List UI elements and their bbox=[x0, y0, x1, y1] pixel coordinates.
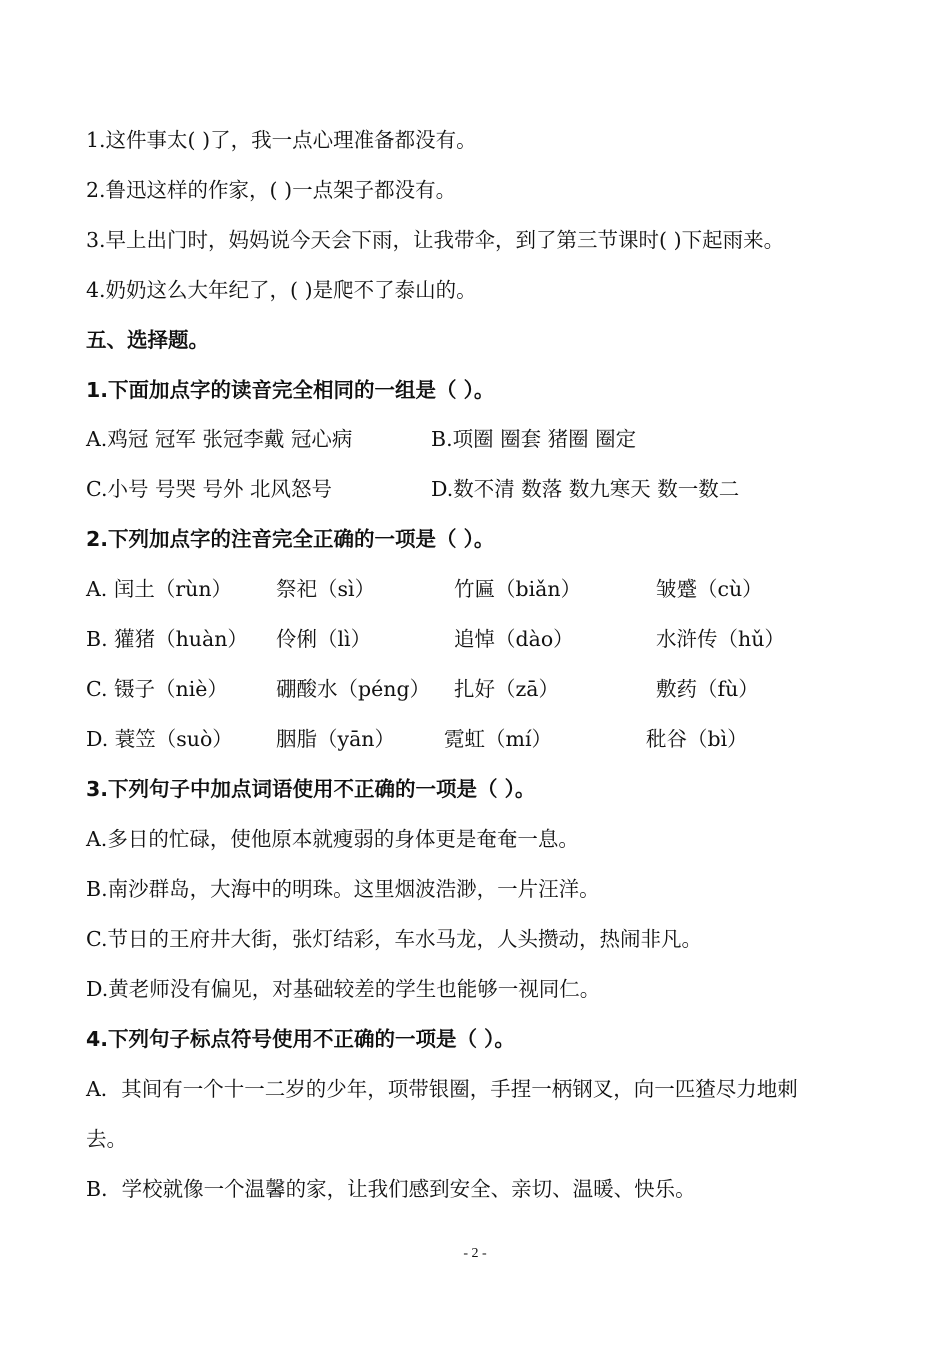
option-a: A．其间有一个十一二岁的少年，项带银圈，手捏一柄钢叉，向一匹猹尽力地刺 bbox=[86, 1077, 798, 1101]
option-d: D.数不清 数落 数九寒天 数一数二 bbox=[431, 477, 740, 501]
option-d: D.黄老师没有偏见，对基础较差的学生也能够一视同仁。 bbox=[86, 977, 601, 1001]
option-b: B.南沙群岛，大海中的明珠。这里烟波浩渺，一片汪洋。 bbox=[86, 877, 600, 901]
pinyin-cell: 伶俐（lì） bbox=[276, 627, 372, 651]
pinyin-cell: A. 闰土（rùn） bbox=[86, 577, 233, 601]
pinyin-cell: B. 獾猪（huàn） bbox=[86, 627, 248, 651]
pinyin-cell: 胭脂（yān） bbox=[276, 727, 396, 751]
question-stem: 3.下列句子中加点词语使用不正确的一项是（ ）。 bbox=[86, 777, 536, 801]
question-stem: 1.下面加点字的读音完全相同的一组是（ ）。 bbox=[86, 378, 495, 402]
section-title: 五、选择题。 bbox=[86, 328, 209, 352]
option-c: C.节日的王府井大街，张灯结彩，车水马龙，人头攒动，热闹非凡。 bbox=[86, 927, 702, 951]
pinyin-cell: 霓虹（mí） bbox=[444, 727, 552, 751]
option-a: A.多日的忙碌，使他原本就瘦弱的身体更是奄奄一息。 bbox=[86, 827, 579, 851]
pinyin-cell: 秕谷（bì） bbox=[646, 727, 748, 751]
option-b: B.项圈 圈套 猪圈 圈定 bbox=[431, 427, 637, 451]
pinyin-cell: 硼酸水（péng） bbox=[276, 677, 431, 701]
pinyin-cell: 竹匾（biǎn） bbox=[454, 577, 582, 601]
option-b: B．学校就像一个温馨的家，让我们感到安全、亲切、温暖、快乐。 bbox=[86, 1177, 696, 1201]
pinyin-cell: 祭祀（sì） bbox=[276, 577, 376, 601]
fill-item-4: 4.奶奶这么大年纪了，( )是爬不了泰山的。 bbox=[86, 278, 477, 302]
pinyin-cell: 水浒传（hǔ） bbox=[656, 627, 785, 651]
option-a: A.鸡冠 冠军 张冠李戴 冠心病 bbox=[86, 427, 353, 451]
fill-item-1: 1.这件事太( )了，我一点心理准备都没有。 bbox=[86, 128, 477, 152]
fill-item-3: 3.早上出门时，妈妈说今天会下雨，让我带伞，到了第三节课时( )下起雨来。 bbox=[86, 228, 785, 252]
question-stem: 4.下列句子标点符号使用不正确的一项是（ ）。 bbox=[86, 1027, 515, 1051]
pinyin-cell: 扎好（zā） bbox=[454, 677, 560, 701]
option-a-continued: 去。 bbox=[86, 1127, 127, 1151]
pinyin-cell: 皱蹙（cù） bbox=[656, 577, 763, 601]
pinyin-cell: D. 蓑笠（suò） bbox=[86, 727, 233, 751]
question-stem: 2.下列加点字的注音完全正确的一项是（ ）。 bbox=[86, 527, 495, 551]
pinyin-cell: 追悼（dào） bbox=[454, 627, 574, 651]
pinyin-cell: C. 镊子（niè） bbox=[86, 677, 228, 701]
fill-item-2: 2.鲁迅这样的作家，( )一点架子都没有。 bbox=[86, 178, 457, 202]
page-number: - 2 - bbox=[463, 1246, 487, 1261]
option-c: C.小号 号哭 号外 北风怒号 bbox=[86, 477, 333, 501]
pinyin-cell: 敷药（fù） bbox=[656, 677, 759, 701]
